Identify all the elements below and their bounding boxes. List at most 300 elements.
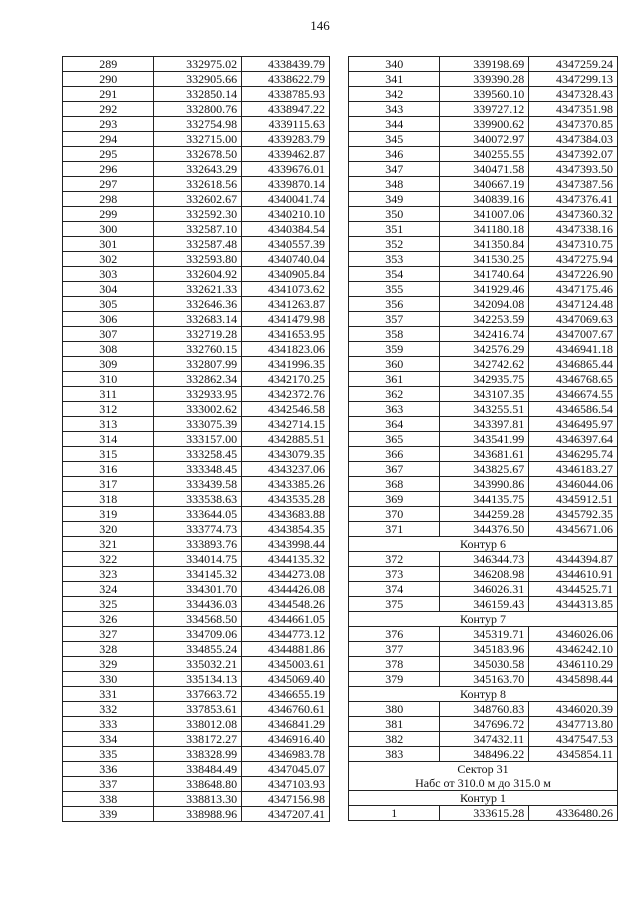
- coordinate-y: 4341996.35: [242, 357, 330, 372]
- point-number: 306: [63, 312, 154, 327]
- coordinate-x: 345163.70: [440, 672, 529, 687]
- coordinate-x: 339900.62: [440, 117, 529, 132]
- point-number: 294: [63, 132, 154, 147]
- point-number: 335: [63, 747, 154, 762]
- point-number: 373: [349, 567, 440, 582]
- coordinate-x: 343255.51: [440, 402, 529, 417]
- point-number: 317: [63, 477, 154, 492]
- point-number: 332: [63, 702, 154, 717]
- coordinate-y: 4339870.14: [242, 177, 330, 192]
- coordinate-y: 4346655.19: [242, 687, 330, 702]
- point-number: 315: [63, 447, 154, 462]
- coordinate-x: 334014.75: [154, 552, 242, 567]
- coordinate-x: 333774.73: [154, 522, 242, 537]
- coordinate-x: 332618.56: [154, 177, 242, 192]
- table-row: [63, 807, 330, 822]
- point-number: 356: [349, 297, 440, 312]
- section-heading: Контур 7: [349, 612, 618, 627]
- table-row: [63, 102, 330, 117]
- point-number: 364: [349, 417, 440, 432]
- table-row: [349, 477, 618, 492]
- coordinate-x: 338813.30: [154, 792, 242, 807]
- coordinate-y: 4347384.03: [529, 132, 618, 147]
- coordinate-x: 341740.64: [440, 267, 529, 282]
- coordinate-x: 333644.05: [154, 507, 242, 522]
- coordinate-y: 4346983.78: [242, 747, 330, 762]
- coordinate-y: 4347547.53: [529, 732, 618, 747]
- table-row: [63, 252, 330, 267]
- table-row: [349, 312, 618, 327]
- coordinate-x: 334709.06: [154, 627, 242, 642]
- section-heading-row: [349, 687, 618, 702]
- section-heading-line: Набс от 310.0 м до 315.0 м: [415, 776, 551, 790]
- coordinate-y: 4342546.58: [242, 402, 330, 417]
- point-number: 319: [63, 507, 154, 522]
- coordinate-x: 333348.45: [154, 462, 242, 477]
- table-row: [63, 702, 330, 717]
- coordinate-y: 4340905.84: [242, 267, 330, 282]
- coordinate-y: 4346110.29: [529, 657, 618, 672]
- point-number: 326: [63, 612, 154, 627]
- coordinate-y: 4344661.05: [242, 612, 330, 627]
- table-row: [349, 282, 618, 297]
- point-number: 338: [63, 792, 154, 807]
- table-row: [349, 177, 618, 192]
- table-row: [349, 87, 618, 102]
- table-row: [63, 87, 330, 102]
- table-row: [349, 297, 618, 312]
- point-number: 312: [63, 402, 154, 417]
- coordinate-x: 342094.08: [440, 297, 529, 312]
- point-number: 379: [349, 672, 440, 687]
- point-number: 381: [349, 717, 440, 732]
- coordinate-x: 333538.63: [154, 492, 242, 507]
- coordinate-x: 332683.14: [154, 312, 242, 327]
- coordinate-y: 4347299.13: [529, 72, 618, 87]
- table-row: [63, 537, 330, 552]
- table-row: [63, 162, 330, 177]
- point-number: 341: [349, 72, 440, 87]
- point-number: 302: [63, 252, 154, 267]
- coordinate-y: 4345854.11: [529, 747, 618, 762]
- coordinate-x: 338484.49: [154, 762, 242, 777]
- coordinate-x: 348496.22: [440, 747, 529, 762]
- coordinate-x: 339390.28: [440, 72, 529, 87]
- coordinate-y: 4346586.54: [529, 402, 618, 417]
- table-row: [349, 192, 618, 207]
- table-row: [63, 192, 330, 207]
- table-row: [349, 147, 618, 162]
- coordinate-y: 4344135.32: [242, 552, 330, 567]
- table-row: [63, 612, 330, 627]
- coordinate-y: 4339115.63: [242, 117, 330, 132]
- coordinate-y: 4346183.27: [529, 462, 618, 477]
- table-row: [349, 522, 618, 537]
- coordinate-x: 343541.99: [440, 432, 529, 447]
- coordinate-y: 4347007.67: [529, 327, 618, 342]
- coordinate-y: 4346495.97: [529, 417, 618, 432]
- table-row: [349, 237, 618, 252]
- coordinate-y: 4344773.12: [242, 627, 330, 642]
- coordinate-x: 342742.62: [440, 357, 529, 372]
- point-number: 303: [63, 267, 154, 282]
- coordinate-y: 4347259.24: [529, 57, 618, 72]
- table-row: [349, 806, 618, 821]
- table-row: [63, 447, 330, 462]
- point-number: 331: [63, 687, 154, 702]
- table-row: [349, 57, 618, 72]
- coordinate-y: 4346044.06: [529, 477, 618, 492]
- coordinate-y: 4346242.10: [529, 642, 618, 657]
- coordinate-x: 337853.61: [154, 702, 242, 717]
- coordinate-y: 4343237.06: [242, 462, 330, 477]
- table-row: [63, 222, 330, 237]
- coordinate-y: 4340041.74: [242, 192, 330, 207]
- coordinate-y: 4347376.41: [529, 192, 618, 207]
- table-row: [349, 357, 618, 372]
- coordinate-x: 340839.16: [440, 192, 529, 207]
- coordinate-y: 4346295.74: [529, 447, 618, 462]
- table-row: [63, 132, 330, 147]
- coordinate-x: 338012.08: [154, 717, 242, 732]
- coordinate-y: 4347310.75: [529, 237, 618, 252]
- coordinate-y: 4347393.50: [529, 162, 618, 177]
- point-number: 378: [349, 657, 440, 672]
- coordinate-x: 341007.06: [440, 207, 529, 222]
- coordinate-x: 347432.11: [440, 732, 529, 747]
- table-row: [349, 327, 618, 342]
- coordinate-x: 343397.81: [440, 417, 529, 432]
- coordinate-x: 344135.75: [440, 492, 529, 507]
- section-heading: Контур 6: [349, 537, 618, 552]
- coordinate-y: 4341073.62: [242, 282, 330, 297]
- table-row: [349, 627, 618, 642]
- coordinate-y: 4346026.06: [529, 627, 618, 642]
- point-number: 325: [63, 597, 154, 612]
- coordinate-x: 337663.72: [154, 687, 242, 702]
- coordinate-x: 346026.31: [440, 582, 529, 597]
- point-number: 355: [349, 282, 440, 297]
- point-number: 1: [349, 806, 440, 821]
- coordinate-y: 4340557.39: [242, 237, 330, 252]
- coordinate-y: 4347175.46: [529, 282, 618, 297]
- coordinate-y: 4346020.39: [529, 702, 618, 717]
- table-row: [63, 117, 330, 132]
- coordinate-y: 4345069.40: [242, 672, 330, 687]
- table-row: [63, 177, 330, 192]
- coordinate-x: 333002.62: [154, 402, 242, 417]
- table-row: [63, 642, 330, 657]
- point-number: 371: [349, 522, 440, 537]
- point-number: 349: [349, 192, 440, 207]
- coordinate-x: 343107.35: [440, 387, 529, 402]
- coordinate-y: 4347370.85: [529, 117, 618, 132]
- coordinate-y: 4341823.06: [242, 342, 330, 357]
- coordinate-x: 332905.66: [154, 72, 242, 87]
- coordinate-x: 332862.34: [154, 372, 242, 387]
- point-number: 314: [63, 432, 154, 447]
- table-row: [63, 792, 330, 807]
- table-row: [349, 702, 618, 717]
- coordinate-x: 340471.58: [440, 162, 529, 177]
- point-number: 313: [63, 417, 154, 432]
- table-row: [349, 132, 618, 147]
- coordinate-x: 334436.03: [154, 597, 242, 612]
- coordinate-x: 332621.33: [154, 282, 242, 297]
- coordinate-x: 341530.25: [440, 252, 529, 267]
- point-number: 330: [63, 672, 154, 687]
- coordinate-x: 343990.86: [440, 477, 529, 492]
- coordinate-x: 341180.18: [440, 222, 529, 237]
- point-number: 327: [63, 627, 154, 642]
- coordinate-y: 4344525.71: [529, 582, 618, 597]
- point-number: 305: [63, 297, 154, 312]
- point-number: 329: [63, 657, 154, 672]
- coordinate-x: 346208.98: [440, 567, 529, 582]
- point-number: 367: [349, 462, 440, 477]
- coordinate-y: 4338622.79: [242, 72, 330, 87]
- page-number: 146: [310, 18, 330, 33]
- coordinate-y: 4346941.18: [529, 342, 618, 357]
- point-number: 308: [63, 342, 154, 357]
- coordinate-x: 335032.21: [154, 657, 242, 672]
- coordinate-x: 345183.96: [440, 642, 529, 657]
- table-row: [349, 492, 618, 507]
- coordinate-y: 4347069.63: [529, 312, 618, 327]
- point-number: 372: [349, 552, 440, 567]
- table-row: [63, 372, 330, 387]
- coordinate-y: 4347226.90: [529, 267, 618, 282]
- point-number: 297: [63, 177, 154, 192]
- coordinate-x: 332807.99: [154, 357, 242, 372]
- coordinate-y: 4344426.08: [242, 582, 330, 597]
- table-row: [63, 762, 330, 777]
- section-heading-row: [349, 791, 618, 806]
- point-number: 291: [63, 87, 154, 102]
- table-row: [63, 672, 330, 687]
- table-row: [63, 687, 330, 702]
- point-number: 295: [63, 147, 154, 162]
- coordinate-x: 342935.75: [440, 372, 529, 387]
- table-row: [63, 357, 330, 372]
- table-row: [349, 552, 618, 567]
- table-row: [63, 207, 330, 222]
- coordinate-y: 4344610.91: [529, 567, 618, 582]
- coordinate-y: 4341263.87: [242, 297, 330, 312]
- coordinate-x: 332587.48: [154, 237, 242, 252]
- table-row: [63, 552, 330, 567]
- coordinate-x: 338172.27: [154, 732, 242, 747]
- table-row: [349, 642, 618, 657]
- table-row: [349, 657, 618, 672]
- point-number: 292: [63, 102, 154, 117]
- coordinate-x: 332643.29: [154, 162, 242, 177]
- coordinate-x: 342416.74: [440, 327, 529, 342]
- coordinate-y: 4346841.29: [242, 717, 330, 732]
- coordinate-y: 4347156.98: [242, 792, 330, 807]
- coordinate-x: 334301.70: [154, 582, 242, 597]
- coordinate-x: 343681.61: [440, 447, 529, 462]
- table-row: [349, 462, 618, 477]
- coordinate-x: 332678.50: [154, 147, 242, 162]
- table-row: [63, 567, 330, 582]
- coordinate-y: 4339462.87: [242, 147, 330, 162]
- coordinate-x: 332754.98: [154, 117, 242, 132]
- table-row: [349, 267, 618, 282]
- table-row: [63, 432, 330, 447]
- coordinate-x: 348760.83: [440, 702, 529, 717]
- coordinate-y: 4340740.04: [242, 252, 330, 267]
- table-row: [349, 102, 618, 117]
- coordinate-x: 341350.84: [440, 237, 529, 252]
- section-heading: Контур 1: [349, 791, 618, 806]
- point-number: 299: [63, 207, 154, 222]
- coordinate-x: 340667.19: [440, 177, 529, 192]
- coordinate-x: 332800.76: [154, 102, 242, 117]
- coordinate-y: 4343854.35: [242, 522, 330, 537]
- coordinate-x: 333615.28: [440, 806, 529, 821]
- point-number: 363: [349, 402, 440, 417]
- table-row: [349, 342, 618, 357]
- coordinates-table-right: [348, 56, 618, 821]
- table-row: [63, 342, 330, 357]
- table-row: [349, 432, 618, 447]
- coordinate-y: 4338785.93: [242, 87, 330, 102]
- coordinate-y: 4345792.35: [529, 507, 618, 522]
- point-number: 353: [349, 252, 440, 267]
- coordinate-y: 4346397.64: [529, 432, 618, 447]
- point-number: 374: [349, 582, 440, 597]
- section-heading-row: [349, 762, 618, 791]
- coordinate-x: 338328.99: [154, 747, 242, 762]
- coordinate-y: 4346760.61: [242, 702, 330, 717]
- point-number: 359: [349, 342, 440, 357]
- coordinate-y: 4341653.95: [242, 327, 330, 342]
- coordinate-y: 4346768.65: [529, 372, 618, 387]
- coordinate-y: 4347328.43: [529, 87, 618, 102]
- coordinate-y: 4343385.26: [242, 477, 330, 492]
- coordinate-y: 4347387.56: [529, 177, 618, 192]
- point-number: 333: [63, 717, 154, 732]
- coordinate-y: 4340210.10: [242, 207, 330, 222]
- table-row: [349, 207, 618, 222]
- table-row: [349, 162, 618, 177]
- section-heading: Контур 8: [349, 687, 618, 702]
- point-number: 316: [63, 462, 154, 477]
- coordinate-x: 341929.46: [440, 282, 529, 297]
- coordinate-y: 4338439.79: [242, 57, 330, 72]
- point-number: 311: [63, 387, 154, 402]
- section-heading-row: [349, 537, 618, 552]
- section-heading-line: Сектор 31: [457, 762, 509, 776]
- coordinate-y: 4346674.55: [529, 387, 618, 402]
- point-number: 296: [63, 162, 154, 177]
- point-number: 382: [349, 732, 440, 747]
- table-row: [349, 582, 618, 597]
- coordinate-x: 332975.02: [154, 57, 242, 72]
- table-row: [63, 402, 330, 417]
- table-row: [63, 522, 330, 537]
- coordinate-x: 334855.24: [154, 642, 242, 657]
- point-number: 340: [349, 57, 440, 72]
- point-number: 361: [349, 372, 440, 387]
- coordinate-x: 338988.96: [154, 807, 242, 822]
- table-row: [63, 717, 330, 732]
- coordinate-y: 4344313.85: [529, 597, 618, 612]
- point-number: 357: [349, 312, 440, 327]
- point-number: 310: [63, 372, 154, 387]
- coordinate-x: 332715.00: [154, 132, 242, 147]
- point-number: 324: [63, 582, 154, 597]
- coordinate-y: 4345912.51: [529, 492, 618, 507]
- coordinate-y: 4340384.54: [242, 222, 330, 237]
- table-row: [63, 417, 330, 432]
- point-number: 376: [349, 627, 440, 642]
- table-row: [349, 372, 618, 387]
- point-number: 321: [63, 537, 154, 552]
- coordinate-y: 4347392.07: [529, 147, 618, 162]
- coordinate-y: 4338947.22: [242, 102, 330, 117]
- table-row: [349, 252, 618, 267]
- coordinate-y: 4347338.16: [529, 222, 618, 237]
- coordinate-y: 4342372.76: [242, 387, 330, 402]
- coordinate-x: 346159.43: [440, 597, 529, 612]
- table-row: [63, 57, 330, 72]
- point-number: 336: [63, 762, 154, 777]
- coordinate-y: 4347351.98: [529, 102, 618, 117]
- coordinate-y: 4336480.26: [529, 806, 618, 821]
- point-number: 380: [349, 702, 440, 717]
- coordinate-x: 332719.28: [154, 327, 242, 342]
- point-number: 351: [349, 222, 440, 237]
- point-number: 344: [349, 117, 440, 132]
- point-number: 337: [63, 777, 154, 792]
- coordinate-x: 340255.55: [440, 147, 529, 162]
- section-heading-row: [349, 612, 618, 627]
- point-number: 362: [349, 387, 440, 402]
- coordinate-x: 338648.80: [154, 777, 242, 792]
- coordinate-y: 4347103.93: [242, 777, 330, 792]
- table-row: [349, 732, 618, 747]
- point-number: 328: [63, 642, 154, 657]
- point-number: 358: [349, 327, 440, 342]
- coordinate-x: 346344.73: [440, 552, 529, 567]
- point-number: 383: [349, 747, 440, 762]
- point-number: 318: [63, 492, 154, 507]
- table-row: [349, 597, 618, 612]
- coordinate-y: 4342170.25: [242, 372, 330, 387]
- coordinate-x: 332646.36: [154, 297, 242, 312]
- point-number: 375: [349, 597, 440, 612]
- coordinate-x: 332933.95: [154, 387, 242, 402]
- coordinate-x: 333258.45: [154, 447, 242, 462]
- coordinate-y: 4344394.87: [529, 552, 618, 567]
- point-number: 343: [349, 102, 440, 117]
- coordinate-x: 342576.29: [440, 342, 529, 357]
- point-number: 290: [63, 72, 154, 87]
- coordinate-y: 4345003.61: [242, 657, 330, 672]
- point-number: 309: [63, 357, 154, 372]
- coordinate-y: 4343683.88: [242, 507, 330, 522]
- point-number: 346: [349, 147, 440, 162]
- table-row: [63, 267, 330, 282]
- table-row: [63, 657, 330, 672]
- table-row: [349, 117, 618, 132]
- table-row: [63, 462, 330, 477]
- coordinate-x: 332604.92: [154, 267, 242, 282]
- coordinate-y: 4346865.44: [529, 357, 618, 372]
- table-row: [349, 717, 618, 732]
